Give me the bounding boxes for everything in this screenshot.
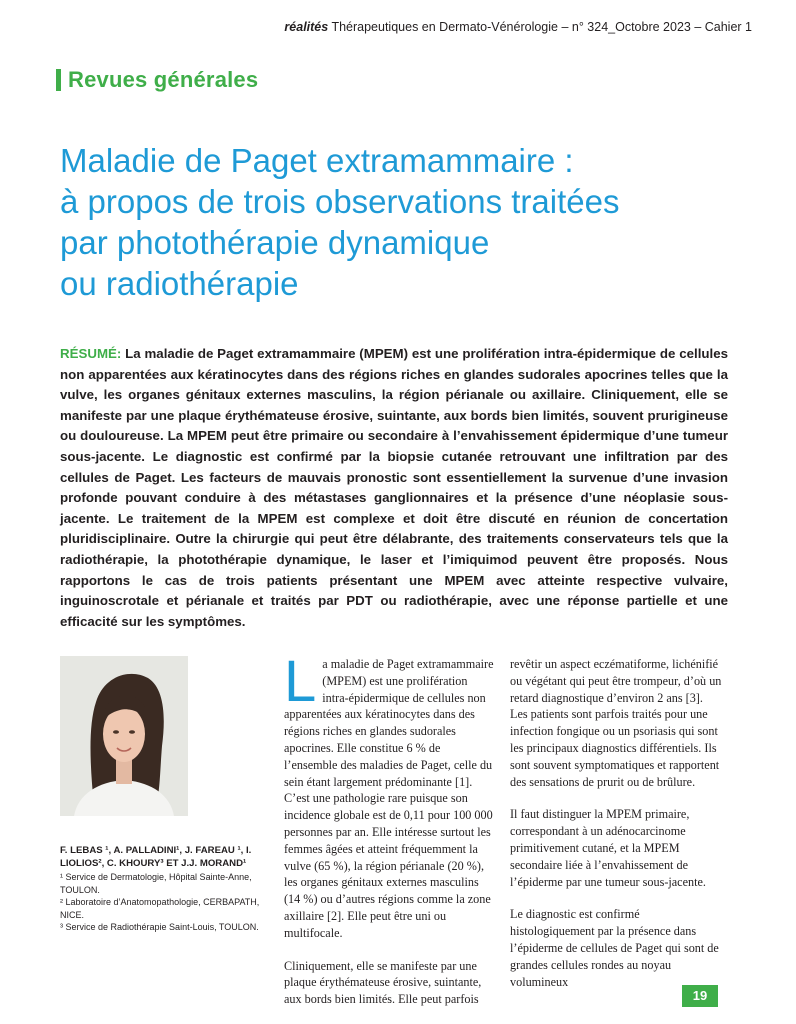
journal-issue: Thérapeutiques en Dermato-Vénérologie – n° 324_Octobre 2023 – Cahier 1 xyxy=(328,20,752,34)
page-number: 19 xyxy=(682,985,718,1007)
section-rubric xyxy=(56,66,258,94)
body-paragraph: Le diagnostic est confirmé histologiquement par la présence dans l’épiderme de cellules de Paget qui sont de grandes cellules rondes au noyau volumineux xyxy=(510,907,719,989)
author-block xyxy=(60,845,268,934)
body-column-2 xyxy=(510,656,722,990)
paragraph-text: a maladie de Paget extramammaire (MPEM) est une prolifération intra-épidermique de cellules non apparentées aux kératinocytes dans des régions riches en glandes sudorales apocrines. Elle constitue 6 % de l’ensemble des maladies de Paget, celle du sein étant largement prédominante [1]. C’est une pathologie rare puisque son incidence globale est de 0,11 pour 100 000 personnes par an. Elle intéresse surtout les femmes âgées et atteint fréquemment la vulve (65 %), la région périanale (20 %), les organes génitaux externes masculins (14 %) ou d’autres régions comme la zone axillaire [2]. Elle peut être uni ou multifocale. xyxy=(284,657,494,940)
affiliation: ² Laboratoire d’Anatomopathologie, CERBAPATH, NICE. xyxy=(60,897,260,920)
article-title xyxy=(60,140,760,304)
running-header xyxy=(284,20,752,34)
abstract xyxy=(60,344,728,632)
affiliation: ³ Service de Radiothérapie Saint-Louis, TOULON. xyxy=(60,922,259,932)
rubric-bar xyxy=(56,69,61,91)
abstract-text: La maladie de Paget extramammaire (MPEM) est une prolifération intra-épidermique de cellules non apparentées aux kératinocytes dans des régions riches en glandes sudorales apocrines telles que la vulve, les organes génitaux externes masculins, la région périanale ou axillaire. Cliniquement, elle se manifeste par une plaque érythémateuse érosive, suintante, aux bords bien limités, souvent prurigineuse ou douloureuse. La MPEM peut être primaire ou secondaire à l’envahissement épidermique d’une tumeur sous-jacente. Le diagnostic est confirmé par la biopsie cutanée retrouvant une infiltration par des cellules de Paget. Les facteurs de mauvais pronostic sont essentiellement la survenue d’une invasion profonde pouvant conduire à des métastases ganglionnaires et la présence d’une néoplasie sous-jacente. Le traitement de la MPEM est complexe et doit être discuté en réunion de concertation pluridisciplinaire. Outre la chirurgie qui peut être délabrante, des traitements conservateurs tels que la radiothérapie, la photothérapie dynamique, le laser et l’imiquimod peuvent être proposés. Nous rapportons le cas de trois patients présentant une MPEM avec atteinte respective vulvaire, inguinoscrotale et périanale et traités par PDT ou radiothérapie, avec une réponse partielle et une efficacité sur les symptômes. xyxy=(60,346,728,629)
title-line: ou radiothérapie xyxy=(60,265,299,302)
title-line: Maladie de Paget extramammaire : xyxy=(60,142,574,179)
body-paragraph: revêtir un aspect eczématiforme, lichénifié ou végétant qui peut être trompeur, d’où un retard diagnostique d’environ 2 ans [3]. Les patients sont parfois traités pour une infection fongique ou un psoriasis qui sont les principaux diagnostics différentiels. Ils sont souvent symptomatiques et rapportent des sensations de prurit ou de brûlure. xyxy=(510,657,722,789)
author-names: F. LEBAS ¹, A. PALLADINI¹, J. FAREAU ¹, I. LIOLIOS², C. KHOURY³ ET J.J. MORAND¹ xyxy=(60,845,252,869)
author-portrait-image xyxy=(60,656,188,816)
journal-brand: réalités xyxy=(284,20,329,34)
body-paragraph xyxy=(284,649,496,942)
title-line: à propos de trois observations traitées xyxy=(60,183,620,220)
body-paragraph: Cliniquement, elle se manifeste par une plaque érythémateuse érosive, suintante, aux bords bien limités. Elle peut parfois xyxy=(284,958,482,1007)
abstract-label: RÉSUMÉ: xyxy=(60,346,122,361)
drop-cap: L xyxy=(284,649,317,714)
body-column-1 xyxy=(284,649,496,1008)
author-photo xyxy=(60,656,188,816)
title-line: par photothérapie dynamique xyxy=(60,224,490,261)
rubric-label: Revues générales xyxy=(68,67,259,92)
body-paragraph: Il faut distinguer la MPEM primaire, correspondant à un adénocarcinome primitivement cutané, et la MPEM secondaire liée à l’envahissement de l’épiderme par une tumeur sous-jacente. xyxy=(510,807,706,889)
affiliation: ¹ Service de Dermatologie, Hôpital Sainte-Anne, TOULON. xyxy=(60,872,252,895)
